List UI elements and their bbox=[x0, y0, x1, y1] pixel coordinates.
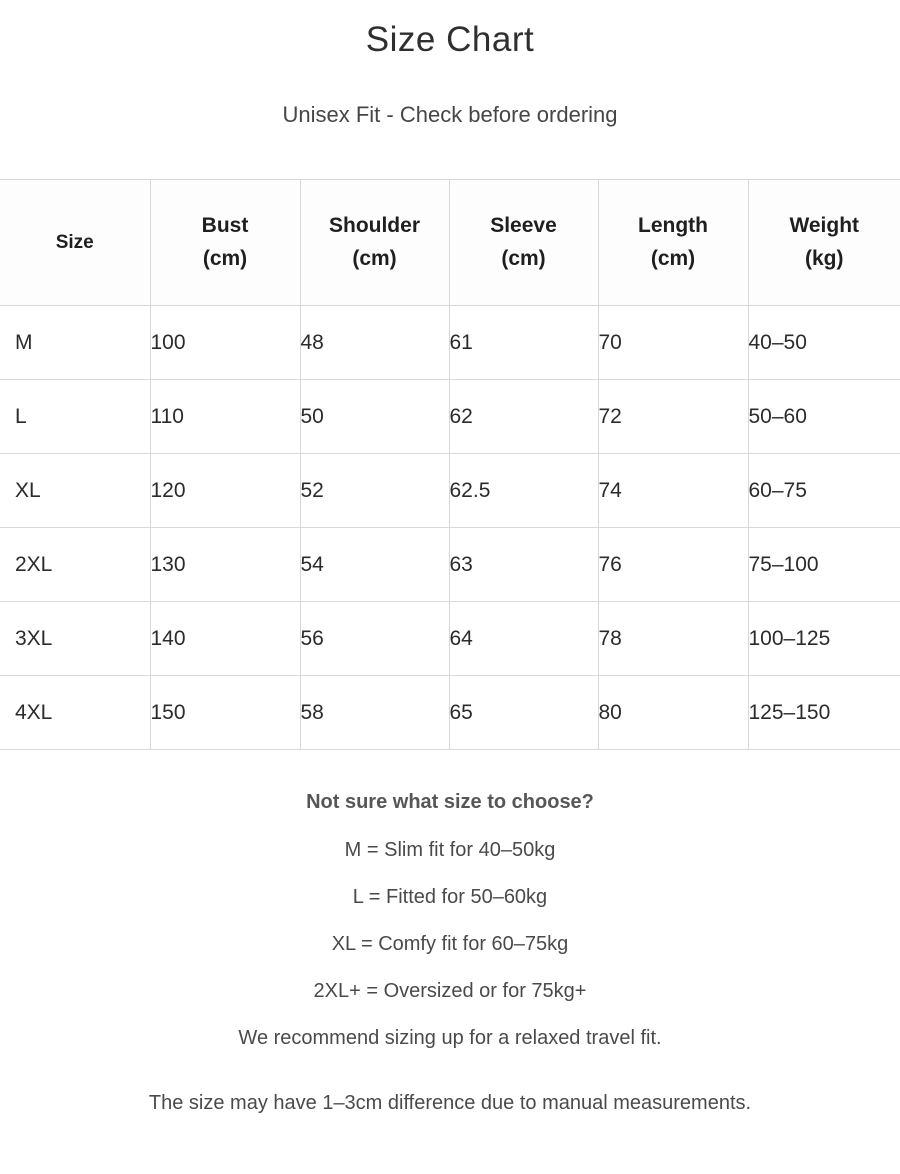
cell-weight: 75–100 bbox=[748, 528, 900, 602]
cell-shoulder: 48 bbox=[300, 306, 449, 380]
cell-size: M bbox=[0, 306, 150, 380]
cell-weight: 60–75 bbox=[748, 454, 900, 528]
table-row bbox=[0, 528, 900, 602]
cell-shoulder: 56 bbox=[300, 602, 449, 676]
cell-size: 2XL bbox=[0, 528, 150, 602]
sizing-help-title: Not sure what size to choose? bbox=[306, 791, 594, 813]
cell-weight: 125–150 bbox=[748, 676, 900, 750]
column-header-weight bbox=[748, 180, 900, 306]
cell-length: 70 bbox=[598, 306, 748, 380]
column-header-size-label: Size bbox=[55, 231, 94, 253]
cell-size: XL bbox=[0, 454, 150, 528]
measurement-footnote: The size may have 1–3cm difference due to manual measurements. bbox=[148, 1092, 752, 1114]
column-header-sleeve-label: Sleeve bbox=[490, 213, 557, 237]
sizing-help-line: We recommend sizing up for a relaxed travel fit. bbox=[238, 1027, 662, 1049]
cell-weight: 50–60 bbox=[748, 380, 900, 454]
cell-bust: 130 bbox=[150, 528, 300, 602]
cell-size: 4XL bbox=[0, 676, 150, 750]
cell-weight: 40–50 bbox=[748, 306, 900, 380]
column-header-shoulder-label: Shoulder bbox=[328, 213, 420, 237]
cell-length: 80 bbox=[598, 676, 748, 750]
sizing-help-line: M = Slim fit for 40–50kg bbox=[344, 839, 556, 861]
cell-size: L bbox=[0, 380, 150, 454]
size-table bbox=[0, 179, 900, 750]
cell-sleeve: 61 bbox=[449, 306, 598, 380]
column-header-sleeve-unit: (cm) bbox=[501, 246, 546, 270]
column-header-bust-unit: (cm) bbox=[202, 246, 248, 270]
sizing-help-line: 2XL+ = Oversized or for 75kg+ bbox=[313, 980, 587, 1002]
size-table-wrapper bbox=[0, 179, 900, 750]
column-header-weight-label: Weight bbox=[789, 213, 860, 237]
table-row bbox=[0, 380, 900, 454]
sizing-help-line: L = Fitted for 50–60kg bbox=[352, 886, 548, 908]
table-row bbox=[0, 454, 900, 528]
cell-length: 72 bbox=[598, 380, 748, 454]
cell-sleeve: 64 bbox=[449, 602, 598, 676]
cell-bust: 140 bbox=[150, 602, 300, 676]
cell-shoulder: 54 bbox=[300, 528, 449, 602]
table-row bbox=[0, 306, 900, 380]
column-header-length bbox=[598, 180, 748, 306]
cell-shoulder: 52 bbox=[300, 454, 449, 528]
cell-sleeve: 62.5 bbox=[449, 454, 598, 528]
column-header-bust-label: Bust bbox=[201, 213, 249, 237]
page-title: Size Chart bbox=[365, 20, 535, 59]
cell-sleeve: 65 bbox=[449, 676, 598, 750]
cell-bust: 110 bbox=[150, 380, 300, 454]
cell-length: 76 bbox=[598, 528, 748, 602]
column-header-sleeve bbox=[449, 180, 598, 306]
cell-sleeve: 63 bbox=[449, 528, 598, 602]
cell-weight: 100–125 bbox=[748, 602, 900, 676]
column-header-length-unit: (cm) bbox=[650, 246, 696, 270]
cell-shoulder: 50 bbox=[300, 380, 449, 454]
column-header-shoulder bbox=[300, 180, 449, 306]
table-header-row bbox=[0, 180, 900, 306]
cell-bust: 120 bbox=[150, 454, 300, 528]
cell-sleeve: 62 bbox=[449, 380, 598, 454]
cell-bust: 100 bbox=[150, 306, 300, 380]
column-header-shoulder-unit: (cm) bbox=[352, 246, 397, 270]
table-row bbox=[0, 676, 900, 750]
column-header-weight-unit: (kg) bbox=[805, 246, 844, 270]
cell-shoulder: 58 bbox=[300, 676, 449, 750]
sizing-help-lines bbox=[238, 840, 661, 1048]
column-header-length-label: Length bbox=[638, 213, 708, 237]
sizing-help-line: XL = Comfy fit for 60–75kg bbox=[331, 933, 569, 955]
cell-length: 78 bbox=[598, 602, 748, 676]
table-row bbox=[0, 602, 900, 676]
cell-length: 74 bbox=[598, 454, 748, 528]
cell-size: 3XL bbox=[0, 602, 150, 676]
page-subtitle: Unisex Fit - Check before ordering bbox=[282, 102, 618, 127]
cell-bust: 150 bbox=[150, 676, 300, 750]
column-header-size bbox=[0, 180, 150, 306]
column-header-bust bbox=[150, 180, 300, 306]
